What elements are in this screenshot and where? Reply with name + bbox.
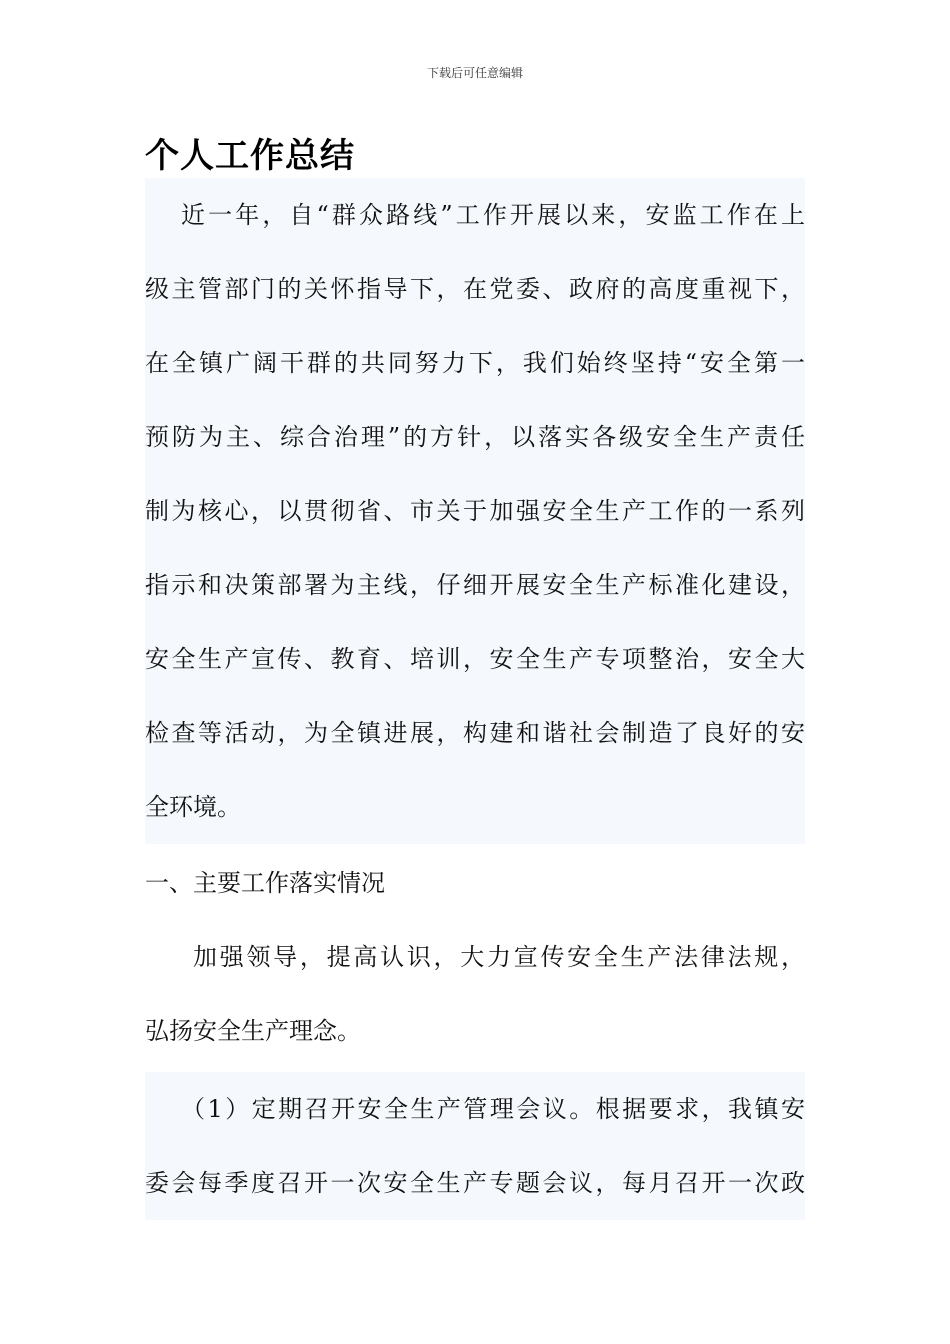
intro-line: 安全生产宣传、教育、培训，安全生产专项整治，安全大 [145,645,805,673]
intro-line: 级主管部门的关怀指导下，在党委、政府的高度重视下， [145,275,805,303]
section1 [145,846,805,1068]
intro-line: 在全镇广阔干群的共同努力下，我们始终坚持“安全第一 [145,349,805,377]
intro-line: 指示和决策部署为主线，仔细开展安全生产标准化建设， [145,571,805,599]
intro-line: 制为核心，以贯彻省、市关于加强安全生产工作的一系列 [145,497,805,525]
page-header: 下载后可任意编辑 [426,66,523,80]
intro-paragraph [145,178,805,844]
intro-line: 检查等活动，为全镇进展，构建和谐社会制造了良好的安 [145,719,805,747]
item1-paragraph [145,1072,805,1220]
item1-line: 委会每季度召开一次安全生产专题会议，每月召开一次政 [145,1169,805,1197]
intro-line: 全环境。 [145,793,241,821]
section-heading: 一、主要工作落实情况 [145,869,385,897]
document-title: 个人工作总结 [145,136,355,176]
section1-line: 加强领导，提高认识，大力宣传安全生产法律法规， [193,943,805,971]
item1-line: （1）定期召开安全生产管理会议。根据要求，我镇安 [181,1095,805,1123]
intro-line: 预防为主、综合治理”的方针，以落实各级安全生产责任 [145,423,805,451]
section1-line: 弘扬安全生产理念。 [145,1017,361,1045]
intro-line: 近一年，自“群众路线”工作开展以来，安监工作在上 [181,201,805,229]
